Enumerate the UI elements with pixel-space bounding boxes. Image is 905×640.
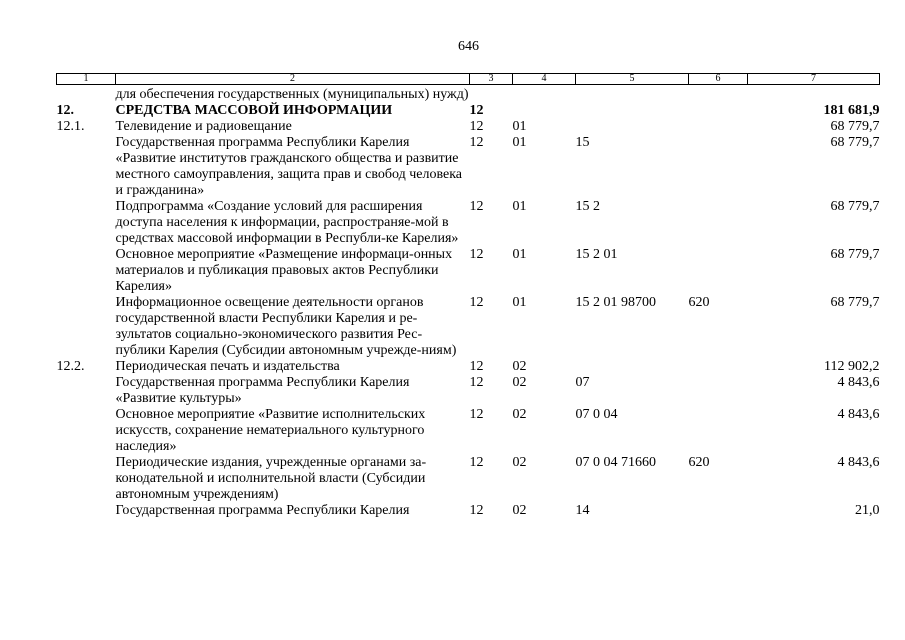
row-number (57, 247, 116, 295)
row-amount: 21,0 (855, 503, 880, 518)
column-header-5: 5 (576, 74, 689, 85)
row-name: Государственная программа Республики Карелия «Развитие институтов гражданского общества и развитие местного самоуправления, защита прав и свобод человека и гражданина» (115, 135, 463, 198)
row-name: Телевидение и радиовещание (115, 119, 292, 134)
row-expense-type (689, 85, 748, 104)
row-number (57, 85, 116, 104)
row-number: 12. (56, 103, 74, 118)
row-number (57, 503, 116, 519)
row-amount: 112 902,2 (824, 359, 880, 374)
row-subsection-code: 01 (512, 199, 527, 214)
row-amount: 4 843,6 (837, 455, 880, 470)
table-row (57, 407, 880, 455)
row-target-article: 15 (575, 135, 590, 150)
row-target-article: 07 0 04 (575, 407, 618, 422)
row-section-code: 12 (469, 199, 484, 214)
row-expense-type (689, 375, 748, 407)
table-row (57, 503, 880, 519)
row-section-code (470, 85, 513, 104)
row-amount: 68 779,7 (830, 199, 880, 214)
table-row (57, 455, 880, 503)
row-section-code: 12 (469, 247, 484, 262)
row-amount: 68 779,7 (830, 135, 880, 150)
row-section-code: 12 (469, 295, 484, 310)
row-subsection-code: 02 (512, 455, 527, 470)
row-expense-type: 620 (688, 295, 710, 310)
table-row (57, 375, 880, 407)
row-number (57, 199, 116, 247)
row-target-article (576, 359, 689, 375)
row-name: Периодическая печать и издательства (115, 359, 340, 374)
table-body (57, 85, 880, 520)
row-number (57, 295, 116, 359)
row-target-article (576, 119, 689, 135)
page-number: 646 (458, 39, 479, 54)
row-expense-type (689, 199, 748, 247)
row-name: Информационное освещение деятельности органов государственной власти Республики Карелия и ре-зультатов социально-экономического развития Рес-публики Карелия (Субсидии автономным учрежде-ниям) (115, 295, 457, 358)
row-target-article: 07 (575, 375, 590, 390)
row-section-code: 12 (469, 135, 484, 150)
row-section-code: 12 (469, 359, 484, 374)
row-number (57, 375, 116, 407)
row-subsection-code: 02 (512, 503, 527, 518)
row-name: Основное мероприятие «Развитие исполнительских искусств, сохранение нематериального культурного наследия» (115, 407, 426, 454)
row-target-article: 14 (575, 503, 590, 518)
budget-table (56, 73, 880, 519)
row-name: Основное мероприятие «Размещение информаци-онных материалов и публикация правовых актов Республики Карелия» (115, 247, 453, 294)
table-row (57, 247, 880, 295)
row-target-article: 15 2 01 98700 (575, 295, 656, 310)
column-header-3: 3 (470, 74, 513, 85)
row-name: Периодические издания, учрежденные органами за-конодательной и исполнительной власти (Субсидии автономным учреждениям) (115, 455, 427, 502)
table-row (57, 359, 880, 375)
column-header-1: 1 (57, 74, 116, 85)
row-subsection-code: 02 (512, 359, 527, 374)
row-number (57, 455, 116, 503)
column-header-2: 2 (116, 74, 470, 85)
column-header-6: 6 (689, 74, 748, 85)
row-section-code: 12 (469, 407, 484, 422)
row-expense-type: 620 (688, 455, 710, 470)
row-amount: 4 843,6 (837, 375, 880, 390)
row-name: для обеспечения государственных (муниципальных) нужд) (115, 87, 469, 102)
row-number: 12.2. (56, 359, 85, 374)
row-target-article (576, 103, 689, 119)
row-subsection-code: 02 (512, 375, 527, 390)
row-expense-type (689, 135, 748, 199)
row-number (57, 135, 116, 199)
row-target-article (576, 85, 689, 104)
column-header-4: 4 (513, 74, 576, 85)
row-section-code: 12 (469, 103, 484, 118)
row-expense-type (689, 119, 748, 135)
row-name: Государственная программа Республики Карелия (115, 503, 410, 518)
row-target-article: 15 2 (575, 199, 600, 214)
row-amount: 68 779,7 (830, 247, 880, 262)
table-row (57, 135, 880, 199)
column-numbers-row (57, 74, 880, 85)
row-expense-type (689, 103, 748, 119)
row-number: 12.1. (56, 119, 85, 134)
table-row (57, 103, 880, 119)
row-section-code: 12 (469, 375, 484, 390)
row-amount: 68 779,7 (830, 295, 880, 310)
row-expense-type (689, 503, 748, 519)
row-expense-type (689, 247, 748, 295)
table-row (57, 199, 880, 247)
row-amount (748, 85, 880, 104)
table-row (57, 295, 880, 359)
row-subsection-code: 01 (512, 247, 527, 262)
row-section-code: 12 (469, 455, 484, 470)
row-subsection-code: 01 (512, 135, 527, 150)
row-target-article: 15 2 01 (575, 247, 618, 262)
row-expense-type (689, 359, 748, 375)
row-section-code: 12 (469, 503, 484, 518)
row-target-article: 07 0 04 71660 (575, 455, 656, 470)
row-amount: 181 681,9 (823, 103, 880, 118)
row-amount: 4 843,6 (837, 407, 880, 422)
table-row (57, 119, 880, 135)
row-subsection-code: 01 (512, 295, 527, 310)
row-name: СРЕДСТВА МАССОВОЙ ИНФОРМАЦИИ (115, 103, 393, 118)
row-expense-type (689, 407, 748, 455)
row-name: Государственная программа Республики Карелия «Развитие культуры» (115, 375, 410, 406)
table-header (57, 74, 880, 85)
row-section-code: 12 (469, 119, 484, 134)
row-name: Подпрограмма «Создание условий для расширения доступа населения к информации, распространяе-мой в средствах массовой информации в Республи-ке Карелия» (115, 199, 459, 246)
row-subsection-code: 02 (512, 407, 527, 422)
row-amount: 68 779,7 (830, 119, 880, 134)
row-subsection-code: 01 (512, 119, 527, 134)
row-number (57, 407, 116, 455)
table-row (57, 85, 880, 104)
row-subsection-code (513, 103, 576, 119)
column-header-7: 7 (748, 74, 880, 85)
row-subsection-code (513, 85, 576, 104)
